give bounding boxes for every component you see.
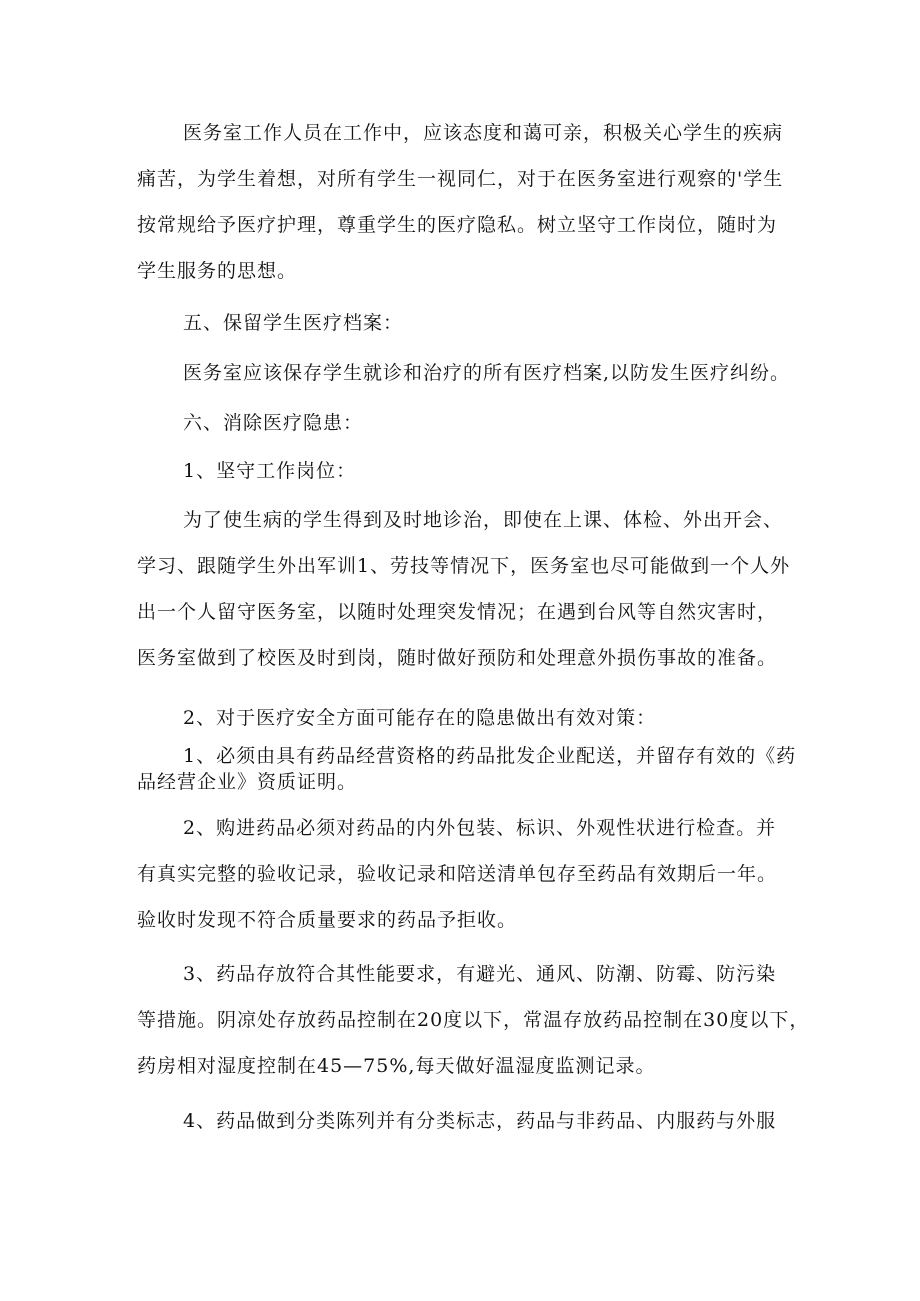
heading-text: 1、坚守工作岗位： (183, 460, 357, 482)
text-line: 痛苦，为学生着想，对所有学生一视同仁，对于在医务室进行观察的'学生 (137, 168, 784, 190)
text-line: 等措施。阴凉处存放药品控制在20度以下，常温存放药品控制在30度以下， (137, 1009, 810, 1031)
paragraph-medical-records (137, 350, 791, 396)
text-line: 有真实完整的验收记录，验收记录和陪送清单包存至药品有效期后一年。 (137, 863, 778, 885)
paragraph-staff-attitude (137, 110, 787, 294)
paragraph-stay-on-duty (137, 497, 791, 681)
text-line: 1、必须由具有药品经营资格的药品批发企业配送，并留存有效的《药 (183, 745, 797, 767)
heading-text: 六、消除医疗隐患： (183, 412, 364, 434)
text-line: 4、药品做到分类陈列并有分类标志，药品与非药品、内服药与外服 (183, 1110, 777, 1132)
text-line: 为了使生病的学生得到及时地诊治，即使在上课、体检、外出开会、 (183, 509, 784, 531)
section-heading-6 (137, 400, 787, 446)
text-line: 药房相对湿度控制在45—75%,每天做好温湿度监测记录。 (137, 1055, 656, 1077)
subheading-1 (137, 448, 787, 494)
text-line: 3、药品存放符合其性能要求，有避光、通风、防潮、防霉、防污染 (183, 963, 777, 985)
paragraph-classification (137, 1098, 787, 1144)
heading-text: 2、对于医疗安全方面可能存在的隐患做出有效对策： (183, 707, 657, 729)
subheading-2 (137, 695, 787, 741)
text-line: 学习、跟随学生外出军训1、劳技等情况下，医务室也尽可能做到一个人外 (137, 555, 791, 577)
text-line: 2、购进药品必须对药品的内外包装、标识、外观性状进行检查。并 (183, 817, 777, 839)
text-line: 医务室工作人员在工作中，应该态度和蔼可亲，积极关心学生的疾病 (183, 122, 784, 144)
text-line: 验收时发现不符合质量要求的药品予拒收。 (137, 909, 518, 931)
paragraph-supplier-qualification (137, 743, 797, 795)
text-line: 出一个人留守医务室，以随时处理突发情况；在遇到台风等自然灾害时， (137, 601, 778, 623)
text-line: 按常规给予医疗护理，尊重学生的医疗隐私。树立坚守工作岗位，随时为 (137, 214, 778, 236)
text-line: 品经营企业》资质证明。 (137, 771, 358, 793)
section-heading-5 (137, 300, 787, 346)
paragraph-storage-conditions (137, 951, 810, 1089)
paragraph-purchase-inspection (137, 805, 787, 943)
text-line: 医务室应该保存学生就诊和治疗的所有医疗档案,以防发生医疗纠纷。 (183, 362, 791, 384)
text-line: 医务室做到了校医及时到岗，随时做好预防和处理意外损伤事故的准备。 (137, 647, 778, 669)
heading-text: 五、保留学生医疗档案： (183, 312, 404, 334)
text-line: 学生服务的思想。 (137, 260, 298, 282)
